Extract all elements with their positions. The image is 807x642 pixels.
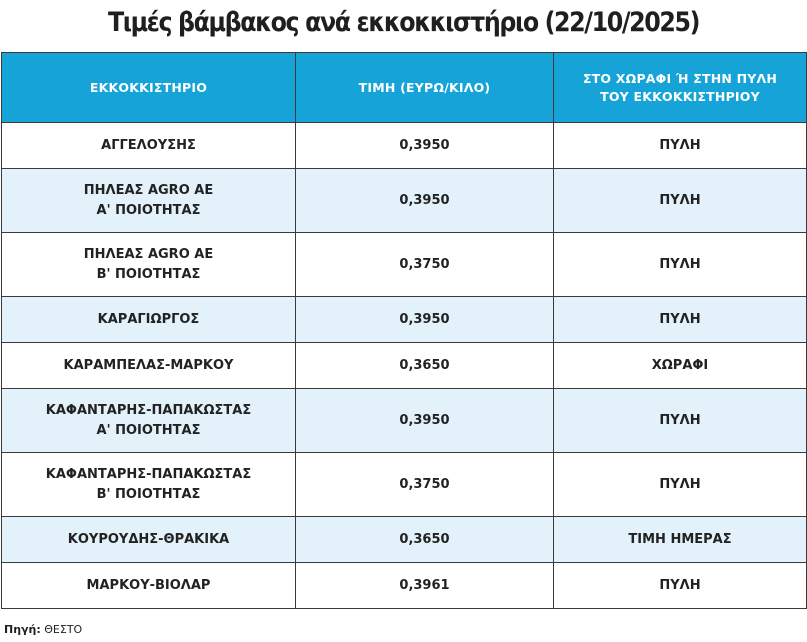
ginner-name: ΚΑΦΑΝΤΑΡΗΣ-ΠΑΠΑΚΩΣΤΑΣ (45, 466, 252, 482)
header-row (2, 53, 807, 123)
column-header-location-line2: ΤΟΥ ΕΚΚΟΚΚΙΣΤΗΡΙΟΥ (600, 88, 760, 104)
ginner-quality: Α' ΠΟΙΟΤΗΤΑΣ (96, 422, 201, 438)
price-cell: 0,3650 (296, 343, 554, 389)
cotton-prices-table (1, 52, 807, 609)
ginner-cell (2, 233, 296, 297)
ginner-name: ΜΑΡΚΟΥ-ΒΙΟΛΑΡ (86, 577, 211, 593)
column-header-location-line1: ΣΤΟ ΧΩΡΑΦΙ Ή ΣΤΗΝ ΠΥΛΗ (582, 70, 778, 86)
ginner-name: ΑΓΓΕΛΟΥΣΗΣ (101, 137, 196, 153)
price-cell: 0,3950 (296, 169, 554, 233)
ginner-name: ΠΗΛΕΑΣ AGRO AE (83, 246, 214, 262)
table-body (2, 123, 807, 609)
ginner-quality: Β' ΠΟΙΟΤΗΤΑΣ (96, 486, 201, 502)
location-cell: ΠΥΛΗ (554, 169, 807, 233)
ginner-cell (2, 343, 296, 389)
ginner-name: ΠΗΛΕΑΣ AGRO AE (83, 182, 214, 198)
location-cell: ΠΥΛΗ (554, 453, 807, 517)
location-cell: ΠΥΛΗ (554, 233, 807, 297)
ginner-name: ΚΑΡΑΜΠΕΛΑΣ-ΜΑΡΚΟΥ (63, 357, 234, 373)
ginner-cell (2, 563, 296, 609)
ginner-quality: Α' ΠΟΙΟΤΗΤΑΣ (96, 202, 201, 218)
price-cell: 0,3950 (296, 123, 554, 169)
table-row (2, 517, 807, 563)
ginner-cell (2, 297, 296, 343)
price-cell: 0,3961 (296, 563, 554, 609)
location-cell: ΠΥΛΗ (554, 123, 807, 169)
location-cell: ΤΙΜΗ ΗΜΕΡΑΣ (554, 517, 807, 563)
ginner-cell (2, 389, 296, 453)
table-row (2, 233, 807, 297)
source-value: ΘΕΣΤΟ (44, 623, 83, 636)
column-header-price: ΤΙΜΗ (ΕΥΡΩ/ΚΙΛΟ) (296, 53, 554, 123)
ginner-cell (2, 453, 296, 517)
price-cell: 0,3950 (296, 389, 554, 453)
table-row (2, 389, 807, 453)
ginner-cell (2, 169, 296, 233)
ginner-quality: Β' ΠΟΙΟΤΗΤΑΣ (96, 266, 201, 282)
source-note (4, 623, 82, 636)
ginner-cell (2, 123, 296, 169)
price-cell: 0,3950 (296, 297, 554, 343)
location-cell: ΠΥΛΗ (554, 563, 807, 609)
price-cell: 0,3750 (296, 453, 554, 517)
ginner-name: ΚΟΥΡΟΥΔΗΣ-ΘΡΑΚΙΚΑ (67, 531, 230, 547)
page-title: Τιμές βάμβακος ανά εκκοκκιστήριο (22/10/2025) (107, 7, 700, 38)
location-cell: ΠΥΛΗ (554, 297, 807, 343)
column-header-location (554, 53, 807, 123)
source-label: Πηγή: (4, 623, 41, 636)
table-row (2, 169, 807, 233)
table-row (2, 563, 807, 609)
table-row (2, 343, 807, 389)
ginner-name: ΚΑΡΑΓΙΩΡΓΟΣ (97, 311, 200, 327)
ginner-name: ΚΑΦΑΝΤΑΡΗΣ-ΠΑΠΑΚΩΣΤΑΣ (45, 402, 252, 418)
location-cell: ΠΥΛΗ (554, 389, 807, 453)
table-row (2, 297, 807, 343)
column-header-ginner: ΕΚΚΟΚΚΙΣΤΗΡΙΟ (2, 53, 296, 123)
ginner-cell (2, 517, 296, 563)
table-row (2, 453, 807, 517)
location-cell: ΧΩΡΑΦΙ (554, 343, 807, 389)
table-header (2, 53, 807, 123)
price-cell: 0,3650 (296, 517, 554, 563)
table-row (2, 123, 807, 169)
price-cell: 0,3750 (296, 233, 554, 297)
